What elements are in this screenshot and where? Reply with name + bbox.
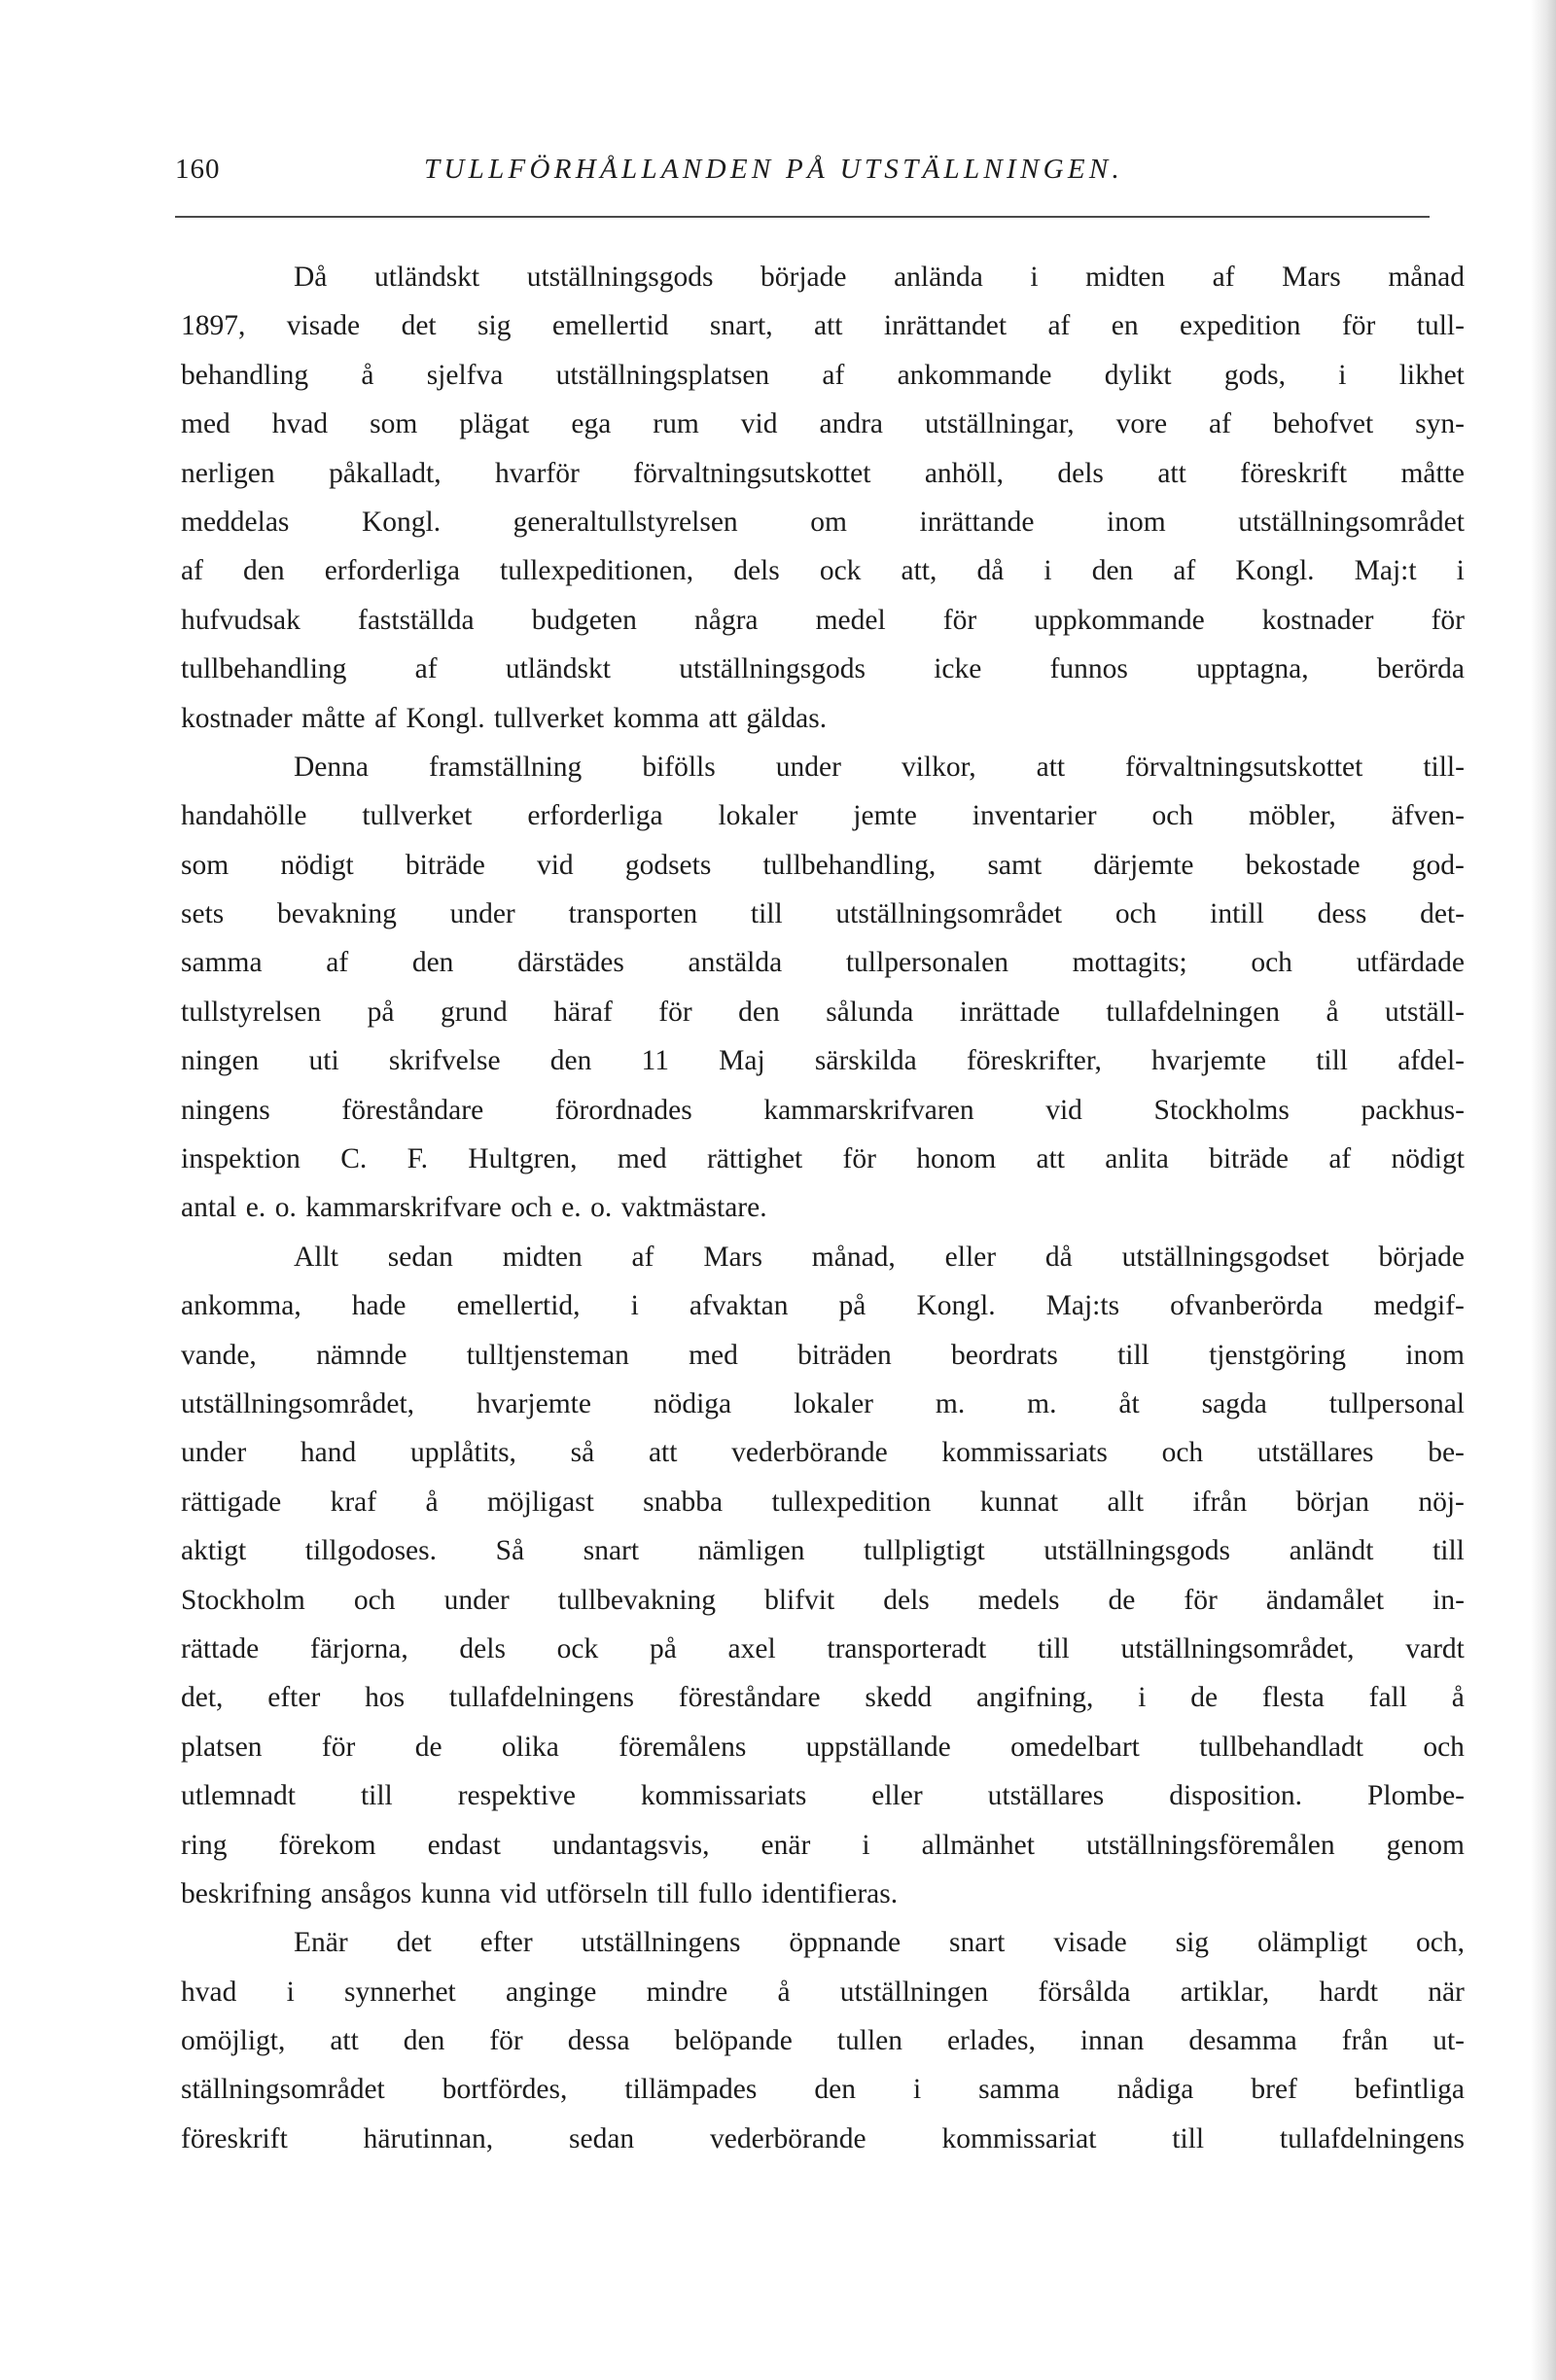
text-line: ningen uti skrifvelse den 11 Maj särskilda föreskrifter, hvarjemte till afdel- — [181, 1045, 1465, 1077]
text-line: antal e. o. kammarskrifvare och e. o. vaktmästare. — [181, 1192, 767, 1224]
text-line: tullstyrelsen på grund häraf för den sålunda inrättade tullafdelningen å utställ- — [181, 996, 1465, 1028]
text-line: ring förekom endast undantagsvis, enär i allmänhet utställningsföremålen genom — [181, 1829, 1465, 1861]
text-line: Denna framställning bifölls under vilkor, att förvaltningsutskottet till- — [294, 751, 1465, 783]
text-line: hvad i synnerhet anginge mindre å utställningen försålda artiklar, hardt när — [181, 1976, 1465, 2008]
text-line: under hand upplåtits, så att vederbörande kommissariats och utställares be- — [181, 1437, 1465, 1469]
text-line: beskrifning ansågos kunna vid utförseln till fullo identifieras. — [181, 1877, 899, 1909]
text-line: ställningsområdet bortfördes, tillämpades den i samma nådiga bref befintliga — [181, 2074, 1465, 2106]
page-number: 160 — [175, 154, 221, 185]
text-line: meddelas Kongl. generaltullstyrelsen om inrättande inom utställningsområdet — [181, 506, 1465, 538]
text-line: hufvudsak fastställda budgeten några medel för uppkommande kostnader för — [181, 604, 1465, 636]
text-line: tullbehandling af utländskt utställningsgods icke funnos upptagna, berörda — [181, 653, 1465, 685]
text-line: Då utländskt utställningsgods började anlända i midten af Mars månad — [294, 262, 1465, 293]
text-line: vande, nämnde tulltjensteman med biträden beordrats till tjenstgöring inom — [181, 1339, 1465, 1371]
text-line: samma af den därstädes anstälda tullpersonalen mottagits; och utfärdade — [181, 947, 1465, 979]
text-line: inspektion C. F. Hultgren, med rättighet för honom att anlita biträde af nödigt — [181, 1143, 1465, 1175]
paragraph — [181, 1233, 1465, 1918]
body-text — [181, 253, 1465, 2163]
text-line: föreskrift härutinnan, sedan vederbörande kommissariat till tullafdelningens — [181, 2122, 1465, 2154]
text-line: utlemnadt till respektive kommissariats eller utställares disposition. Plombe- — [181, 1780, 1465, 1812]
text-line: ningens föreståndare förordnades kammarskrifvaren vid Stockholms packhus- — [181, 1094, 1465, 1126]
text-line: som nödigt biträde vid godsets tullbehandling, samt därjemte bekostade god- — [181, 849, 1465, 881]
text-line: omöjligt, att den för dessa belöpande tullen erlades, innan desamma från ut- — [181, 2025, 1465, 2057]
page-edge-shadow — [1531, 0, 1556, 2380]
text-line: aktigt tillgodoses. Så snart nämligen tullpligtigt utställningsgods anländt till — [181, 1535, 1465, 1567]
text-line: det, efter hos tullafdelningens föreståndare skedd angifning, i de flesta fall å — [181, 1682, 1465, 1714]
text-line: kostnader måtte af Kongl. tullverket komma att gäldas. — [181, 702, 828, 734]
running-title: TULLFÖRHÅLLANDEN PÅ UTSTÄLLNINGEN. — [424, 154, 1124, 185]
text-line: sets bevakning under transporten till utställningsområdet och intill dess det- — [181, 898, 1465, 930]
paragraph — [181, 253, 1465, 743]
paragraph — [181, 743, 1465, 1233]
page-header — [175, 154, 1430, 200]
text-line: Allt sedan midten af Mars månad, eller då utställningsgodset började — [294, 1241, 1465, 1273]
header-rule — [175, 216, 1430, 218]
text-line: behandling å sjelfva utställningsplatsen af ankommande dylikt gods, i likhet — [181, 359, 1465, 391]
text-line: platsen för de olika föremålens uppställande omedelbart tullbehandladt och — [181, 1731, 1465, 1763]
text-line: ankomma, hade emellertid, i afvaktan på Kongl. Maj:ts ofvanberörda medgif- — [181, 1290, 1465, 1322]
text-line: handahölle tullverket erforderliga lokaler jemte inventarier och möbler, äfven- — [181, 800, 1465, 832]
text-line: af den erforderliga tullexpeditionen, dels ock att, då i den af Kongl. Maj:t i — [181, 555, 1465, 587]
text-line: Enär det efter utställningens öppnande snart visade sig olämpligt och, — [294, 1927, 1465, 1959]
text-line: rättade färjorna, dels ock på axel transporteradt till utställningsområdet, vardt — [181, 1632, 1465, 1664]
text-line: Stockholm och under tullbevakning blifvit dels medels de för ändamålet in- — [181, 1584, 1465, 1616]
text-line: 1897, visade det sig emellertid snart, att inrättandet af en expedition för tull- — [181, 310, 1465, 342]
text-line: utställningsområdet, hvarjemte nödiga lokaler m. m. åt sagda tullpersonal — [181, 1387, 1465, 1419]
text-line: rättigade kraf å möjligast snabba tullexpedition kunnat allt ifrån början nöj- — [181, 1486, 1465, 1518]
text-line: med hvad som plägat ega rum vid andra utställningar, vore af behofvet syn- — [181, 408, 1465, 440]
text-line: nerligen påkalladt, hvarför förvaltningsutskottet anhöll, dels att föreskrift måtte — [181, 457, 1465, 489]
paragraph — [181, 1918, 1465, 2163]
